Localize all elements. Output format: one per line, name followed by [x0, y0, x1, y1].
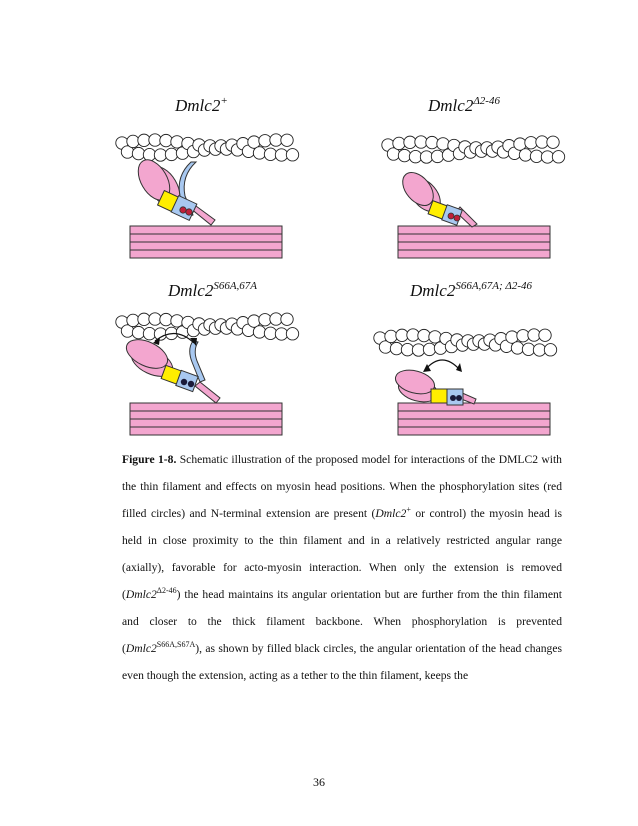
actin-bead — [517, 330, 529, 342]
actin-bead — [264, 148, 276, 160]
actin-bead — [154, 328, 166, 340]
thick-filament — [130, 403, 282, 435]
caption-text: or control) the myosin head is held in close proximity to the thin filament and in a relatively restricted angular range (axially), favorable for acto-myosin interaction. When only the extension is removed ( — [122, 507, 562, 601]
actin-bead — [547, 136, 559, 148]
actin-bead — [407, 329, 419, 341]
actin-bead — [415, 136, 427, 148]
caption-text: ), as shown by filled black circles, the angular orientation of the head changes even though the extension, acting as a tether to the thin filament, keeps the — [122, 642, 562, 682]
actin-bead — [536, 136, 548, 148]
actin-bead — [154, 149, 166, 161]
actin-bead — [552, 151, 564, 163]
actin-bead — [539, 329, 551, 341]
actin-bead — [171, 136, 183, 148]
actin-bead — [149, 134, 161, 146]
genotype-sup: Δ2-46 — [156, 586, 177, 596]
actin-bead — [149, 313, 161, 325]
actin-bead — [165, 148, 177, 160]
panel-label-s66a-delta: $Dmlc2^{S66A,67A; \Delta 2-46}$ — [410, 280, 533, 300]
actin-bead — [522, 343, 534, 355]
thin-filament-s66a-delta — [374, 329, 557, 356]
actin-bead — [281, 313, 293, 325]
thick-filament — [398, 226, 550, 258]
actin-bead — [396, 329, 408, 341]
actin-bead — [437, 138, 449, 150]
actin-bead — [541, 151, 553, 163]
actin-bead — [528, 329, 540, 341]
phospho-site — [448, 213, 454, 219]
panel-control — [130, 154, 282, 258]
actin-bead — [264, 327, 276, 339]
actin-bead — [143, 148, 155, 160]
unphosphorylated-site — [188, 381, 194, 387]
lever-arm — [195, 382, 220, 403]
actin-bead — [138, 134, 150, 146]
actin-bead — [286, 328, 298, 340]
actin-bead — [160, 313, 172, 325]
actin-bead — [127, 135, 139, 147]
actin-bead — [132, 326, 144, 338]
rotation-arrow — [425, 360, 460, 370]
thin-filament-delta — [382, 136, 565, 163]
actin-bead — [525, 137, 537, 149]
actin-bead — [398, 149, 410, 161]
actin-bead — [418, 329, 430, 341]
actin-bead — [423, 343, 435, 355]
actin-bead — [160, 134, 172, 146]
actin-bead — [429, 331, 441, 343]
actin-bead — [393, 137, 405, 149]
actin-bead — [270, 313, 282, 325]
panel-label-s66a: $Dmlc2^{S66A,67A}$ — [168, 280, 258, 300]
essential-light-chain — [431, 389, 447, 403]
actin-bead — [404, 136, 416, 148]
actin-bead — [431, 150, 443, 162]
actin-bead — [401, 343, 413, 355]
actin-bead — [409, 150, 421, 162]
actin-bead — [143, 327, 155, 339]
panel-delta — [397, 167, 550, 258]
phospho-site — [186, 209, 192, 215]
figure-label: Figure 1-8. — [122, 453, 177, 466]
genotype-sup: + — [406, 505, 411, 515]
actin-bead — [132, 147, 144, 159]
panel-label-control: Dmlc2+ — [175, 95, 228, 115]
actin-bead — [270, 134, 282, 146]
actin-bead — [385, 330, 397, 342]
thin-filament-s66a — [116, 313, 299, 340]
actin-bead — [171, 315, 183, 327]
actin-bead — [138, 313, 150, 325]
actin-bead — [412, 344, 424, 356]
thick-filament — [398, 403, 550, 435]
actin-bead — [511, 342, 523, 354]
actin-bead — [420, 151, 432, 163]
actin-bead — [519, 149, 531, 161]
phospho-site — [454, 215, 460, 221]
panel-s66a-delta — [393, 360, 550, 435]
genotype: Dmlc2 — [375, 507, 407, 520]
actin-bead — [275, 149, 287, 161]
thick-filament — [130, 226, 282, 258]
actin-bead — [426, 136, 438, 148]
unphosphorylated-site — [450, 395, 456, 401]
unphosphorylated-site — [456, 395, 462, 401]
page-number: 36 — [313, 775, 325, 789]
actin-bead — [281, 134, 293, 146]
genotype: Dmlc2 — [125, 642, 157, 655]
genotype: Dmlc2 — [125, 588, 157, 601]
caption-text: ) the head maintains its angular orientation but are further from the thin filament and closer to the thick filament backbone. When phosphorylation is prevented ( — [122, 588, 562, 655]
phospho-site — [180, 207, 186, 213]
figure-caption — [122, 446, 562, 689]
actin-bead — [275, 328, 287, 340]
actin-bead — [259, 135, 271, 147]
actin-bead — [530, 150, 542, 162]
thin-filament-control — [116, 134, 299, 161]
actin-bead — [390, 342, 402, 354]
unphosphorylated-site — [181, 379, 187, 385]
actin-bead — [259, 314, 271, 326]
actin-bead — [253, 326, 265, 338]
actin-bead — [544, 344, 556, 356]
panel-s66a — [122, 333, 282, 435]
actin-bead — [127, 314, 139, 326]
genotype-sup: S66A,S67A — [156, 640, 196, 650]
panel-label-delta: $Dmlc2^{\Delta 2-46}$ — [428, 95, 500, 115]
actin-bead — [533, 344, 545, 356]
caption-text: Schematic illustration of the proposed model for interactions of the DMLC2 with the thin filament and effects on myosin head positions. When the phosphorylation sites (red filled circles) and N-terminal extension are present ( — [122, 453, 562, 520]
actin-bead — [253, 147, 265, 159]
actin-bead — [286, 149, 298, 161]
